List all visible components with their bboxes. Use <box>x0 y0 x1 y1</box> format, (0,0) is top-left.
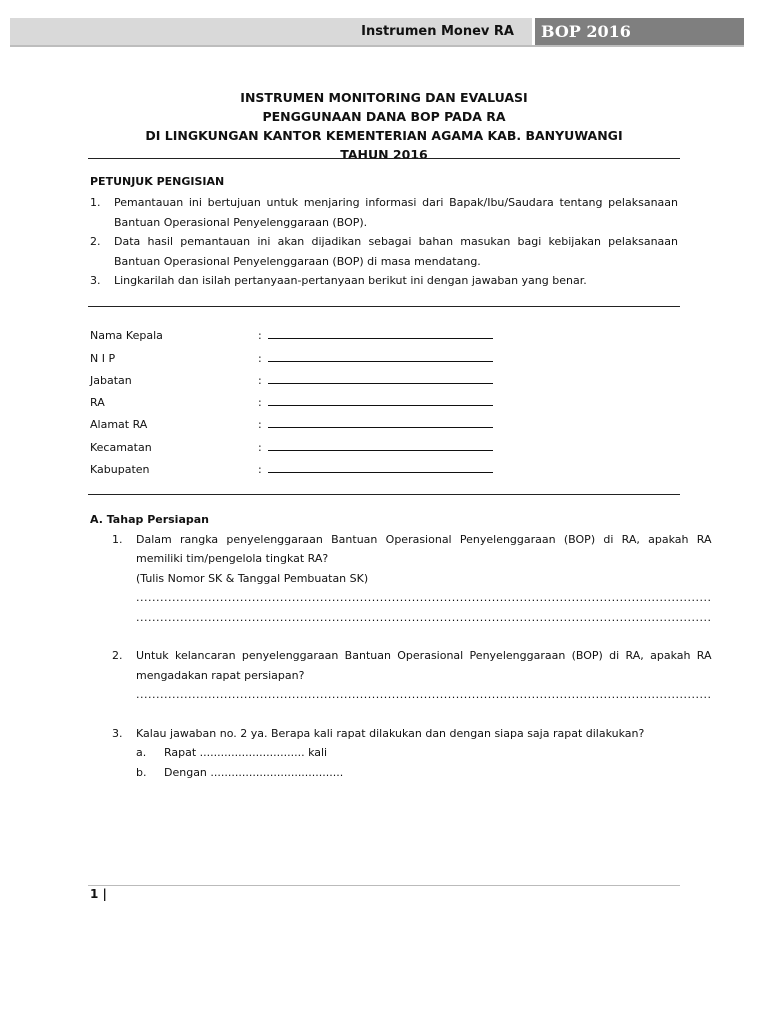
answer-line[interactable]: ................................................................................................................................................ <box>136 688 712 701</box>
question-1 <box>112 530 712 628</box>
field-row-alamat-ra <box>90 409 510 431</box>
question-text: Dalam rangka penyelenggaraan Bantuan Operasional Penyelenggaraan (BOP) di RA, apakah RA memiliki tim/pengelola tingkat RA? <box>136 532 712 565</box>
title-divider <box>88 158 680 159</box>
field-separator: : <box>258 373 262 387</box>
instruction-text: Pemantauan ini bertujuan untuk menjaring informasi dari Bapak/Ibu/Saudara tentang pelaksanaan Bantuan Operasional Penyelenggaraan (BOP). <box>114 196 678 229</box>
field-separator: : <box>258 418 262 432</box>
question-number: 2. <box>112 649 123 662</box>
question-text: Untuk kelancaran penyelenggaraan Bantuan Operasional Penyelenggaraan (BOP) di RA, apakah RA mengadakan rapat persiapan? <box>136 649 712 682</box>
page-header <box>10 18 744 47</box>
question-number: 3. <box>112 726 123 740</box>
form-divider <box>88 494 680 495</box>
jabatan-field[interactable] <box>268 371 493 384</box>
field-row-kabupaten <box>90 454 510 476</box>
field-label: Nama Kepala <box>90 329 163 343</box>
sub-letter: a. <box>136 746 147 759</box>
instruction-item <box>90 271 678 291</box>
sub-question-a <box>136 743 680 763</box>
footer-divider <box>88 885 680 886</box>
instructions-divider <box>88 306 680 307</box>
kecamatan-field[interactable] <box>268 438 493 451</box>
identity-form <box>90 320 510 476</box>
alamat-ra-field[interactable] <box>268 415 493 428</box>
question-2 <box>112 646 712 705</box>
section-a-title: A. Tahap Persiapan <box>90 513 210 526</box>
question-body <box>136 530 712 628</box>
field-separator: : <box>258 329 262 343</box>
field-separator: : <box>258 351 262 365</box>
field-row-nip <box>90 342 510 364</box>
field-label: Alamat RA <box>90 418 148 432</box>
field-label: Jabatan <box>90 373 132 387</box>
page-number: 1 | <box>90 887 107 901</box>
instructions-list <box>90 193 678 291</box>
question-text: Kalau jawaban no. 2 ya. Berapa kali rapat dilakukan dan dengan siapa saja rapat dilakukan? <box>136 726 645 740</box>
instruction-text: Lingkarilah dan isilah pertanyaan-pertanyaan berikut ini dengan jawaban yang benar. <box>114 274 587 287</box>
nip-field[interactable] <box>268 349 493 362</box>
question-number: 1. <box>112 532 123 546</box>
section-a <box>90 510 712 782</box>
question-body <box>136 724 680 783</box>
header-program-label: BOP 2016 <box>532 18 744 45</box>
header-document-name: Instrumen Monev RA <box>361 24 514 39</box>
instructions-heading: PETUNJUK PENGISIAN <box>90 175 225 188</box>
title-line-4: TAHUN 2016 <box>340 147 428 162</box>
question-3 <box>112 724 680 783</box>
instruction-number: 1. <box>90 196 101 209</box>
question-note: (Tulis Nomor SK & Tanggal Pembuatan SK) <box>136 571 369 585</box>
instruction-number: 2. <box>90 235 101 248</box>
title-line-2: PENGGUNAAN DANA BOP PADA RA <box>262 109 506 124</box>
nama-kepala-field[interactable] <box>268 326 493 339</box>
field-separator: : <box>258 440 262 454</box>
field-separator: : <box>258 396 262 410</box>
sub-question-b <box>136 763 680 783</box>
answer-line-1[interactable]: ................................................................................................................................................ <box>136 591 712 604</box>
field-row-jabatan <box>90 365 510 387</box>
field-label: Kecamatan <box>90 440 152 454</box>
instruction-number: 3. <box>90 274 101 287</box>
field-row-nama-kepala <box>90 320 510 342</box>
title-line-1: INSTRUMEN MONITORING DAN EVALUASI <box>240 90 528 105</box>
sub-text[interactable]: Rapat .............................. kali <box>164 746 328 759</box>
answer-line-2[interactable]: ................................................................................................................................................ <box>136 610 712 624</box>
field-row-ra <box>90 387 510 409</box>
spacer <box>90 705 680 724</box>
instruction-item <box>90 193 678 232</box>
sub-text[interactable]: Dengan ...................................... <box>164 765 344 779</box>
field-label: RA <box>90 396 105 410</box>
sub-letter: b. <box>136 765 147 779</box>
spacer <box>90 627 680 646</box>
field-separator: : <box>258 463 262 477</box>
field-label: N I P <box>90 351 116 365</box>
document-title <box>88 88 680 164</box>
question-body <box>136 646 712 705</box>
instruction-item <box>90 232 678 271</box>
kabupaten-field[interactable] <box>268 460 493 473</box>
instruction-text: Data hasil pemantauan ini akan dijadikan sebagai bahan masukan bagi kebijakan pelaksanaan Bantuan Operasional Penyelenggaraan (BOP) di masa mendatang. <box>114 235 678 268</box>
title-line-3: DI LINGKUNGAN KANTOR KEMENTERIAN AGAMA KAB. BANYUWANGI <box>145 128 623 143</box>
field-row-kecamatan <box>90 431 510 453</box>
ra-field[interactable] <box>268 393 493 406</box>
field-label: Kabupaten <box>90 463 150 477</box>
